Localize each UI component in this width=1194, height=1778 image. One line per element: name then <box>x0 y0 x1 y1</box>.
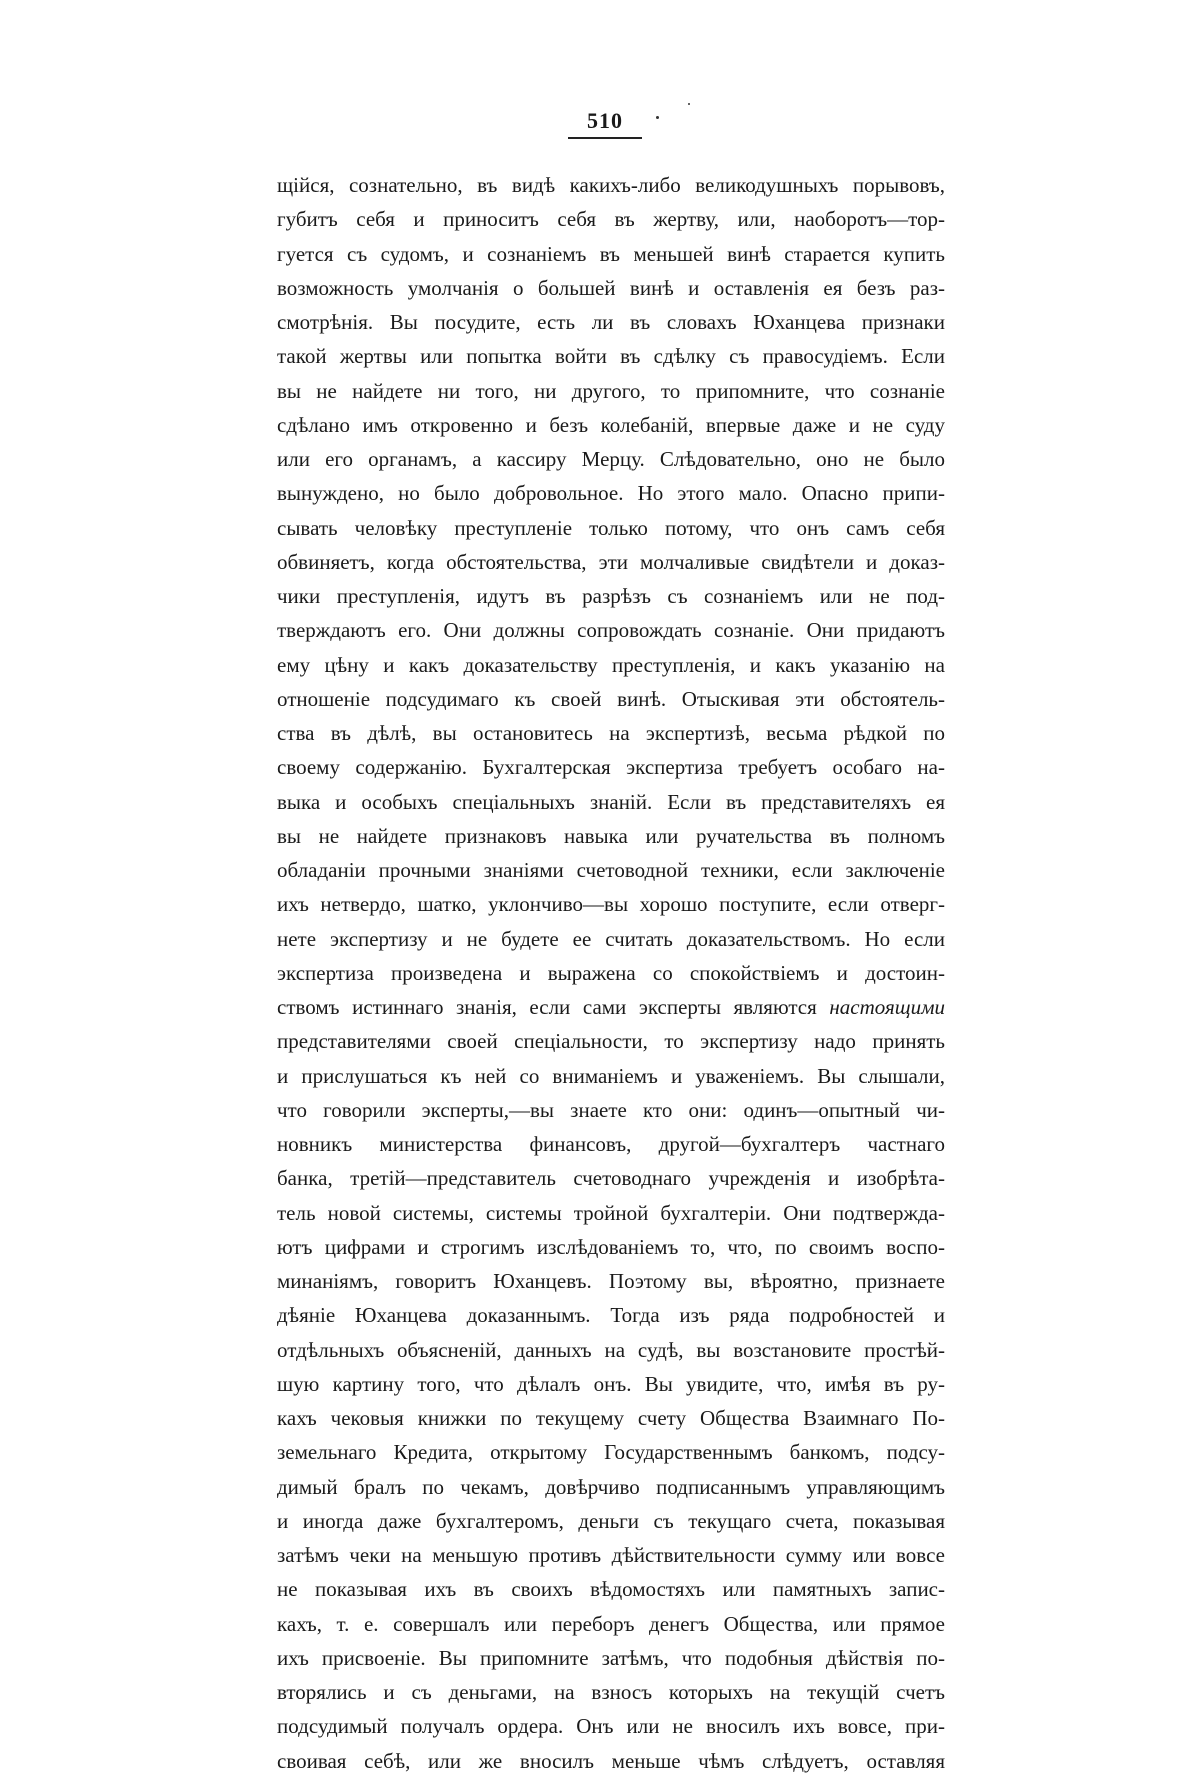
text-line: тель новой системы, системы тройной бухгалтеріи. Они подтвержда- <box>277 1200 945 1225</box>
text-line: сдѣлано имъ откровенно и безъ колебаній, впервые даже и не суду <box>277 412 945 437</box>
text-line: затѣмъ чеки на меньшую противъ дѣйствительности сумму или вовсе <box>277 1543 945 1567</box>
text-line: своему содержанію. Бухгалтерская экспертиза требуетъ особаго на- <box>277 755 945 780</box>
text-line: обладаніи прочными знаніями счетоводной техники, если заключеніе <box>277 858 945 882</box>
text-line: кахъ, т. е. совершалъ или переборъ денегъ Общества, или прямое <box>277 1611 945 1636</box>
text-line: тверждаютъ его. Они должны сопровождать сознаніе. Они придаютъ <box>277 618 945 643</box>
text-line: дѣяніе Юханцева доказаннымъ. Тогда изъ ряда подробностей и <box>277 1303 945 1328</box>
text-line: экспертиза произведена и выражена со спокойствіемъ и достоин- <box>277 960 945 985</box>
text-line: земельнаго Кредита, открытому Государственнымъ банкомъ, подсу- <box>277 1440 945 1465</box>
text-line: ему цѣну и какъ доказательству преступленія, и какъ указанію на <box>277 652 945 677</box>
italic-word: настоящими <box>829 995 945 1019</box>
text-line: отдѣльныхъ объясненій, данныхъ на судѣ, вы возстановите простѣй- <box>277 1337 945 1362</box>
print-speck <box>656 116 659 119</box>
print-speck <box>688 103 690 105</box>
text-line: вторялись и съ деньгами, на взносъ которыхъ на текущій счетъ <box>277 1680 945 1704</box>
text-line: губитъ себя и приноситъ себя въ жертву, или, наоборотъ—тор- <box>277 207 945 232</box>
text-line: вынуждено, но было добровольное. Но этого мало. Опасно припи- <box>277 481 945 506</box>
text-line: или его органамъ, а кассиру Мерцу. Слѣдовательно, оно не было <box>277 447 945 471</box>
text-line: отношеніе подсудимаго къ своей винѣ. Отыскивая эти обстоятель- <box>277 686 945 711</box>
text-line: ютъ цифрами и строгимъ изслѣдованіемъ то, что, по своимъ воспо- <box>277 1234 945 1259</box>
text-line: новникъ министерства финансовъ, другой—бухгалтеръ частнаго <box>277 1132 945 1156</box>
text-line: подсудимый получалъ ордера. Онъ или не вносилъ ихъ вовсе, при- <box>277 1714 945 1739</box>
text-line: не показывая ихъ въ своихъ вѣдомостяхъ или памятныхъ запис- <box>277 1577 945 1602</box>
text-line: ихъ нетвердо, шатко, уклончиво—вы хорошо поступите, если отверг- <box>277 892 945 917</box>
text-line: сывать человѣку преступленіе только потому, что онъ самъ себя <box>277 515 945 540</box>
text-line: ствомъ истиннаго знанія, если сами эксперты являются настоящими <box>277 995 945 1019</box>
text-line: такой жертвы или попытка войти въ сдѣлку съ правосудіемъ. Если <box>277 344 945 369</box>
body-text <box>277 168 945 1778</box>
text-line: вы не найдете признаковъ навыка или ручательства въ полномъ <box>277 823 945 848</box>
text-line: и иногда даже бухгалтеромъ, деньги съ текущаго счета, показывая <box>277 1508 945 1533</box>
text-line: ства въ дѣлѣ, вы остановитесь на экспертизѣ, весьма рѣдкой по <box>277 721 945 745</box>
text-line: смотрѣнія. Вы посудите, есть ли въ словахъ Юханцева признаки <box>277 310 945 334</box>
text-line: ихъ присвоеніе. Вы припомните затѣмъ, что подобныя дѣйствія по- <box>277 1645 945 1670</box>
text-line: и прислушаться къ ней со вниманіемъ и уваженіемъ. Вы слышали, <box>277 1063 945 1088</box>
text-line: выка и особыхъ спеціальныхъ знаній. Если въ представителяхъ ея <box>277 789 945 814</box>
text-line: представителями своей спеціальности, то экспертизу надо принять <box>277 1029 945 1054</box>
text-line: чики преступленія, идутъ въ разрѣзъ съ сознаніемъ или не под- <box>277 584 945 608</box>
page-number: 510 <box>587 108 623 133</box>
text-line: банка, третій—представитель счетоводнаго учрежденія и изобрѣта- <box>277 1166 945 1191</box>
text-line: гуется съ судомъ, и сознаніемъ въ меньшей винѣ старается купить <box>277 241 945 266</box>
text-line: возможность умолчанія о большей винѣ и оставленія ея безъ раз- <box>277 275 945 300</box>
text-line: что говорили эксперты,—вы знаете кто они: одинъ—опытный чи- <box>277 1097 945 1122</box>
text-line: димый бралъ по чекамъ, довѣрчиво подписаннымъ управляющимъ <box>277 1474 945 1499</box>
text-line: вы не найдете ни того, ни другого, то припомните, что сознаніе <box>277 378 945 403</box>
page-number-rule <box>568 137 642 139</box>
text-line: нете экспертизу и не будете ее считать доказательствомъ. Но если <box>277 926 945 951</box>
text-line: своивая себѣ, или же вносилъ меньше чѣмъ слѣдуетъ, оставляя <box>277 1748 945 1773</box>
text-line: минаніямъ, говоритъ Юханцевъ. Поэтому вы, вѣроятно, признаете <box>277 1269 945 1293</box>
text-line: кахъ чековыя книжки по текущему счету Общества Взаимнаго По- <box>277 1406 945 1430</box>
text-line: щійся, сознательно, въ видѣ какихъ-либо великодушныхъ порывовъ, <box>277 173 945 197</box>
text-line: обвиняетъ, когда обстоятельства, эти молчаливые свидѣтели и доказ- <box>277 549 945 574</box>
text-line: шую картину того, что дѣлалъ онъ. Вы увидите, что, имѣя въ ру- <box>277 1371 945 1396</box>
